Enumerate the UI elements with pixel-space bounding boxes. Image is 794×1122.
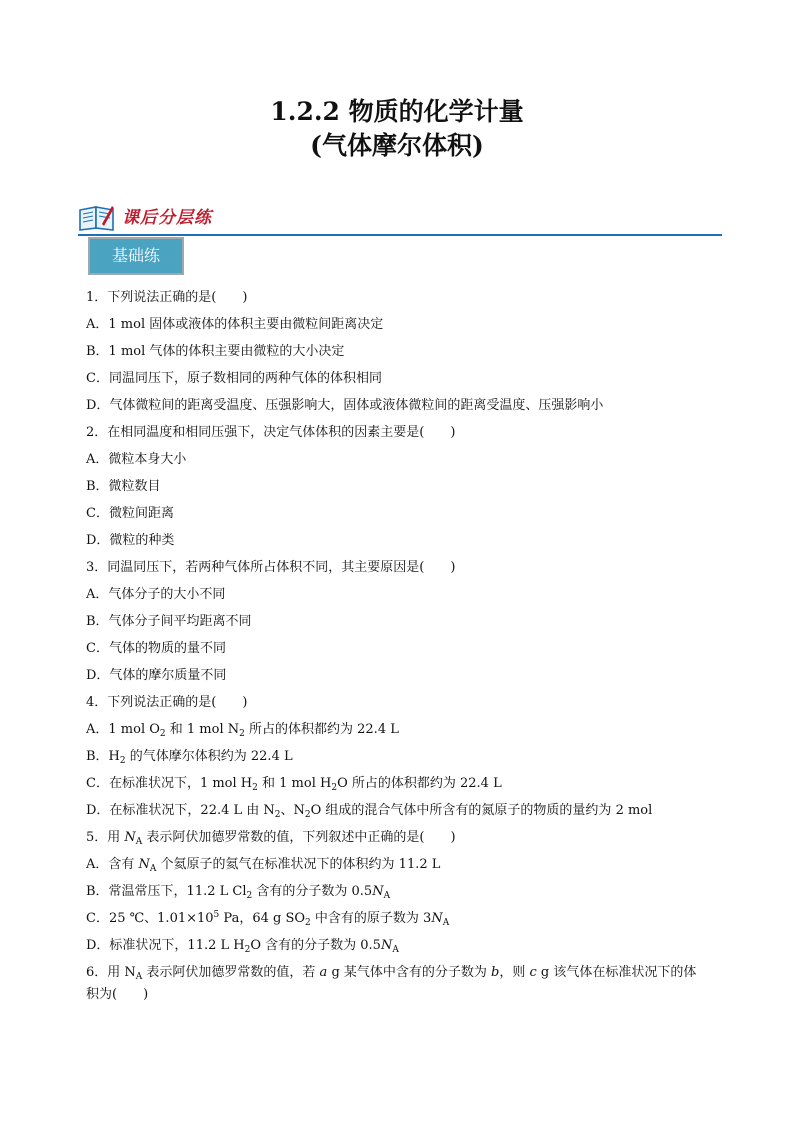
q3-option-b: B．气体分子间平均距离不同 bbox=[86, 614, 252, 629]
section-header bbox=[78, 198, 722, 238]
q2-stem: 2．在相同温度和相同压强下，决定气体体积的因素主要是( ) bbox=[86, 425, 456, 440]
q3-option-d: D．气体的摩尔质量不同 bbox=[86, 668, 227, 683]
q1-option-c: C．同温同压下，原子数相同的两种气体的体积相同 bbox=[86, 371, 382, 386]
q5-option-b: B．常温常压下，11.2 L $Cl_2$ 含有的分子数为 $0.5N_A$ bbox=[86, 884, 391, 901]
question-list bbox=[86, 287, 726, 1011]
tab-basic-practice: 基础练 bbox=[88, 237, 184, 275]
q2-option-a: A．微粒本身大小 bbox=[86, 452, 187, 467]
q4-option-d: D．在标准状况下，22.4 L 由 $N_2$、$N_2O$ 组成的混合气体中所含有的氮原子的物质的量约为 2 mol bbox=[86, 803, 653, 820]
q2-option-d: D．微粒的种类 bbox=[86, 533, 175, 548]
q5-option-d: D．标准状况下，11.2 L $H_2O$ 含有的分子数为 $0.5N_A$ bbox=[86, 938, 399, 955]
page-subtitle: (气体摩尔体积) bbox=[310, 131, 484, 160]
q2-option-b: B．微粒数目 bbox=[86, 479, 161, 494]
q5-option-c: C．25 ℃、$1.01\times 10^5$ Pa，64 g $SO_2$ 中含有的原子数为 $3N_A$ bbox=[86, 910, 450, 928]
q6-stem-line2: 积为( ) bbox=[86, 987, 149, 1002]
q5-option-a: A．含有 $N_A$ 个氦原子的氦气在标准状况下的体积约为 11.2 L bbox=[86, 857, 441, 874]
q4-option-a: A．1 mol $O_2$ 和 1 mol $N_2$ 所占的体积都约为 22.4 L bbox=[86, 722, 399, 739]
q1-option-b: B．1 mol 气体的体积主要由微粒的大小决定 bbox=[86, 344, 345, 359]
q1-option-a: A．1 mol 固体或液体的体积主要由微粒间距离决定 bbox=[86, 317, 384, 332]
section-divider bbox=[78, 234, 722, 236]
q5-stem: 5．用 $N_A$ 表示阿伏加德罗常数的值，下列叙述中正确的是( ) bbox=[86, 830, 456, 847]
q1-stem: 1．下列说法正确的是( ) bbox=[86, 290, 248, 305]
q1-option-d: D．气体微粒间的距离受温度、压强影响大，固体或液体微粒间的距离受温度、压强影响小 bbox=[86, 398, 604, 413]
q3-option-c: C．气体的物质的量不同 bbox=[86, 641, 226, 656]
q4-stem: 4．下列说法正确的是( ) bbox=[86, 695, 248, 710]
section-label: 课后分层练 bbox=[122, 208, 212, 228]
q4-option-b: B．$H_2$ 的气体摩尔体积约为 22.4 L bbox=[86, 749, 293, 766]
q3-option-a: A．气体分子的大小不同 bbox=[86, 587, 226, 602]
q6-stem-line1: 6．用 $N_A$ 表示阿伏加德罗常数的值，若 a g 某气体中含有的分子数为 b，则 c g 该气体在标准状况下的体 bbox=[86, 965, 697, 982]
q4-option-c: C．在标准状况下，1 mol $H_2$ 和 1 mol $H_2O$ 所占的体积都约为 22.4 L bbox=[86, 776, 502, 793]
q3-stem: 3．同温同压下，若两种气体所占体积不同，其主要原因是( ) bbox=[86, 560, 456, 575]
page-title: 1.2.2 物质的化学计量 bbox=[270, 97, 524, 126]
book-icon bbox=[78, 204, 116, 232]
q2-option-c: C．微粒间距离 bbox=[86, 506, 174, 521]
